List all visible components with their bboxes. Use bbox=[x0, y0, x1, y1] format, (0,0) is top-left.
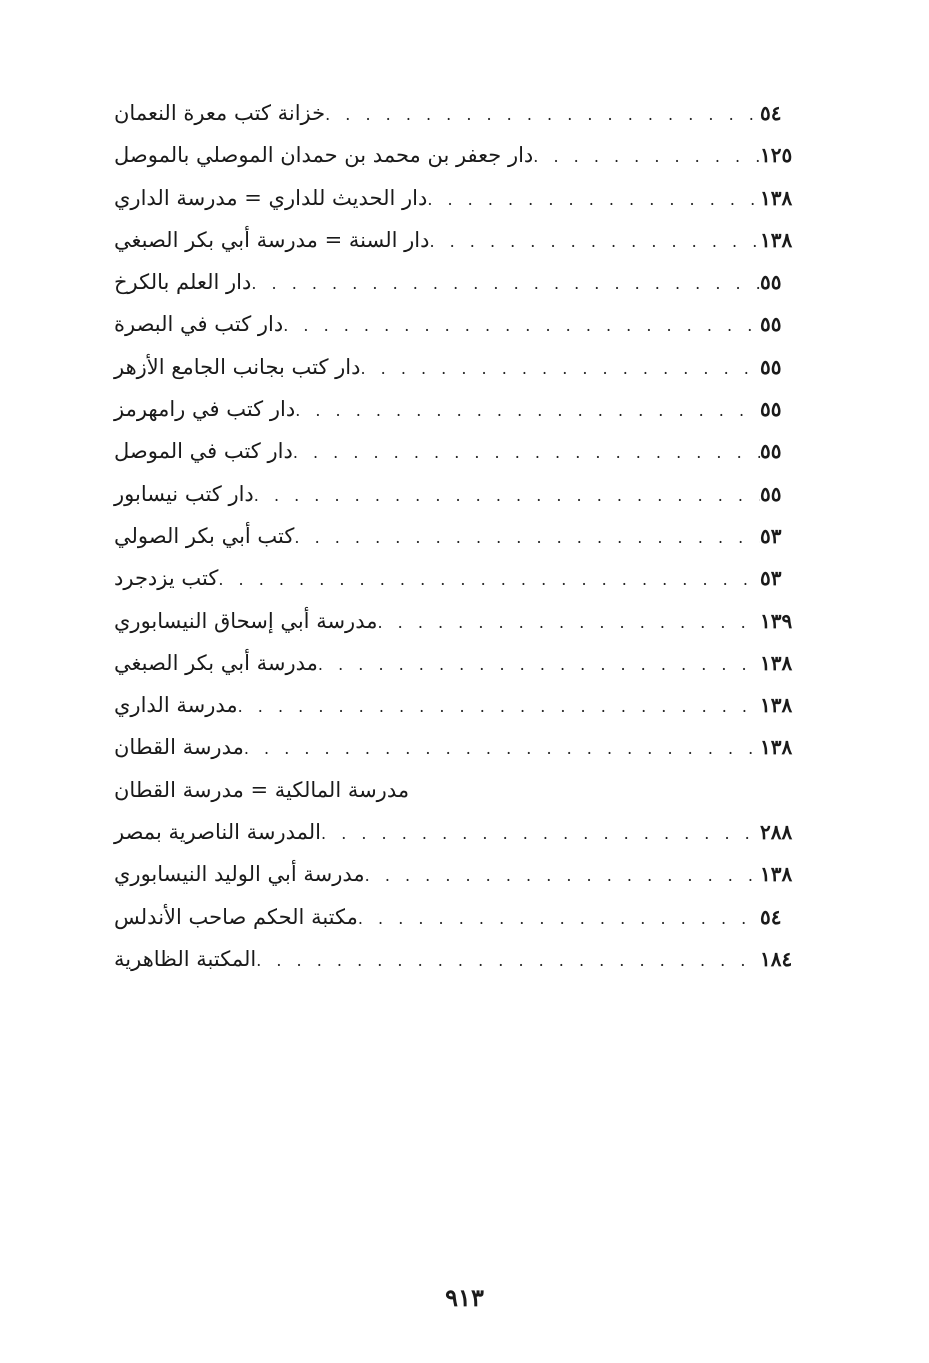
entry-page-number: ٥٥ bbox=[760, 312, 782, 337]
dot-leader bbox=[365, 855, 760, 897]
entry-page-number: ١٣٨ bbox=[760, 735, 793, 760]
index-entry bbox=[104, 938, 808, 980]
index-entry bbox=[104, 684, 808, 726]
index-entry bbox=[104, 853, 808, 895]
dot-leader bbox=[325, 94, 760, 136]
index-entry bbox=[104, 92, 808, 134]
entry-page-number: ١٣٨ bbox=[760, 862, 793, 887]
index-entry bbox=[104, 769, 808, 811]
entry-title: خزانة كتب معرة النعمان bbox=[114, 101, 326, 125]
entry-title: مدرسة المالكية = مدرسة القطان bbox=[114, 777, 410, 802]
index-entry bbox=[104, 557, 808, 599]
dot-leader bbox=[218, 559, 760, 601]
index-entry bbox=[104, 896, 808, 938]
index-entry bbox=[104, 303, 808, 345]
dot-leader bbox=[429, 221, 760, 263]
dot-leader bbox=[377, 602, 760, 644]
index-entry bbox=[104, 642, 808, 684]
index-entry bbox=[104, 388, 808, 430]
entry-title: مدرسة الداري bbox=[114, 693, 238, 718]
index-entry bbox=[104, 430, 808, 472]
dot-leader bbox=[293, 432, 760, 474]
entry-page-number: ١٢٥ bbox=[760, 143, 793, 168]
index-entry bbox=[104, 346, 808, 388]
dot-leader bbox=[533, 136, 760, 178]
entry-title: دار كتب في البصرة bbox=[114, 312, 284, 337]
entry-page-number: ٥٥ bbox=[760, 354, 782, 379]
entry-title: دار العلم بالكرخ bbox=[114, 270, 252, 295]
entry-page-number: ٥٥ bbox=[760, 439, 782, 464]
entry-title: دار كتب في الموصل bbox=[114, 439, 293, 464]
entry-title: دار جعفر بن محمد بن حمدان الموصلي بالموصل bbox=[114, 143, 534, 168]
entry-page-number: ٥٥ bbox=[760, 397, 782, 422]
entry-title: دار الحديث للداري = مدرسة الداري bbox=[114, 185, 428, 210]
index-entry bbox=[104, 726, 808, 768]
entry-title: كتب أبي بكر الصولي bbox=[114, 523, 295, 548]
dot-leader bbox=[360, 348, 760, 390]
index-entry bbox=[104, 134, 808, 176]
index-entry bbox=[104, 600, 808, 642]
entry-title: دار كتب نيسابور bbox=[114, 481, 254, 506]
entry-page-number: ١٣٨ bbox=[760, 650, 793, 675]
dot-leader bbox=[295, 390, 760, 432]
entry-title: مكتبة الحكم صاحب الأندلس bbox=[114, 904, 358, 929]
index-entry bbox=[104, 177, 808, 219]
index-entry bbox=[104, 515, 808, 557]
dot-leader bbox=[358, 898, 760, 940]
entry-title: دار السنة = مدرسة أبي بكر الصبغي bbox=[114, 227, 430, 252]
entry-title: مدرسة القطان bbox=[114, 735, 244, 760]
entry-title: المدرسة الناصرية بمصر bbox=[114, 820, 322, 845]
entry-title: مدرسة أبي الوليد النيسابوري bbox=[114, 862, 365, 887]
index-entry bbox=[104, 811, 808, 853]
page-number: ٩١٣ bbox=[445, 1283, 484, 1312]
entry-page-number: ٥٣ bbox=[760, 566, 782, 591]
dot-leader bbox=[256, 940, 760, 982]
dot-leader bbox=[318, 644, 760, 686]
entry-page-number: ١٣٨ bbox=[760, 693, 793, 718]
entry-page-number: ١٣٨ bbox=[760, 227, 793, 252]
entry-page-number: ٥٤ bbox=[760, 101, 782, 125]
dot-leader bbox=[244, 728, 760, 770]
dot-leader bbox=[427, 179, 760, 221]
index-list bbox=[104, 92, 808, 980]
entry-page-number: ٢٨٨ bbox=[760, 820, 793, 845]
entry-page-number: ٥٥ bbox=[760, 481, 782, 506]
entry-title: دار كتب بجانب الجامع الأزهر bbox=[114, 354, 361, 379]
entry-title: دار كتب في رامهرمز bbox=[114, 397, 296, 422]
index-entry bbox=[104, 261, 808, 303]
dot-leader bbox=[283, 305, 760, 347]
entry-title: المكتبة الظاهرية bbox=[114, 946, 257, 971]
entry-title: كتب يزدجرد bbox=[114, 566, 219, 591]
entry-page-number: ٥٥ bbox=[760, 270, 782, 295]
dot-leader bbox=[238, 686, 760, 728]
dot-leader bbox=[251, 263, 760, 305]
entry-page-number: ١٨٤ bbox=[760, 946, 793, 971]
dot-leader bbox=[321, 813, 760, 855]
index-entry bbox=[104, 473, 808, 515]
dot-leader bbox=[254, 475, 760, 517]
dot-leader bbox=[294, 517, 760, 559]
entry-page-number: ١٣٩ bbox=[760, 608, 793, 633]
entry-page-number: ٥٤ bbox=[760, 904, 782, 929]
entry-page-number: ١٣٨ bbox=[760, 185, 793, 210]
entry-title: مدرسة أبي بكر الصبغي bbox=[114, 650, 318, 675]
entry-title: مدرسة أبي إسحاق النيسابوري bbox=[114, 608, 378, 633]
index-entry bbox=[104, 219, 808, 261]
entry-page-number: ٥٣ bbox=[760, 523, 782, 548]
